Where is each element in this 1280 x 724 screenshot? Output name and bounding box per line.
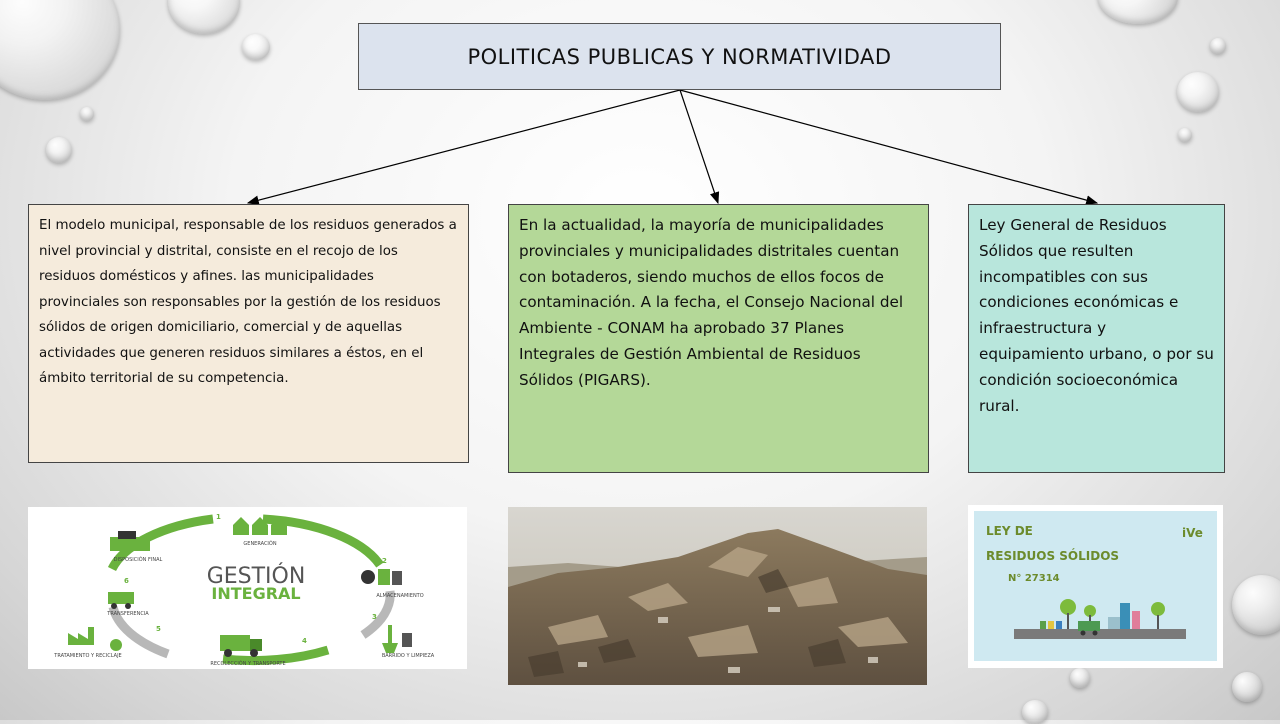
step-label: BARRIDO Y LIMPIEZA [381,653,435,659]
houses-icon [233,517,287,535]
text-box-left-content: El modelo municipal, responsable de los residuos generados a nivel provincial y distrital, consiste en el recojo de los residuos domésticos y afines. las municipalidades provinciales son responsables por la gestión de los residuos sólidos de origen domiciliario, comercial y de aquellas actividades que generen residuos similares a éstos, en el ámbito territorial de su competencia. [39,218,457,386]
text-box-right-content: Ley General de Residuos Sólidos que resulten incompatibles con sus condiciones económicas e infraestructura y equipamiento urbano, o por su condición socioeconómica rural. [979,216,1214,415]
arrow-to-left-box [248,90,680,203]
arrow-to-right-box [680,90,1097,203]
step-number: 3 [372,613,377,621]
step-number: 1 [216,513,221,521]
ley-residuos-image [968,505,1223,668]
gestion-title-line1: GESTIÓN [206,564,306,589]
recycle-bins-icon [1040,621,1062,629]
ley-number: N° 27314 [1008,573,1060,584]
ley-title-line2: RESIDUOS SÓLIDOS [986,549,1120,563]
text-box-middle [508,204,929,473]
step-number: 2 [382,557,387,565]
step-label: TRATAMIENTO Y RECICLAJE [54,653,122,659]
page-title: POLITICAS PUBLICAS Y NORMATIVIDAD [467,44,892,69]
step-label: ALMACENAMIENTO [376,593,424,599]
step-label: DISPOSICIÓN FINAL [113,557,163,563]
landfill-photo [508,507,927,685]
gestion-title-line2: INTEGRAL [211,584,301,603]
trash-bin-icon [361,569,402,585]
step-number: 5 [156,625,161,633]
title-box [358,23,1001,90]
step-label: RECOLECCIÓN Y TRANSPORTE [210,661,286,667]
text-box-middle-content: En la actualidad, la mayoría de municipalidades provinciales y municipalidades distritales cuentan con botaderos, siendo muchos de ellos focos de contaminación. A la fecha, el Consejo Nacional del Ambiente - CONAM ha aprobado 37 Planes Integrales de Gestión Ambiental de Residuos Sólidos (PIGARS). [519,216,904,389]
step-label: GENERACIÓN [243,541,277,547]
gestion-integral-image [28,507,467,669]
text-box-right [968,204,1225,473]
step-label: TRANSFERENCIA [107,611,149,617]
arrow-to-middle-box [680,90,718,203]
step-number: 4 [302,637,307,645]
ley-logo: iVe [1182,526,1203,540]
ley-title-line1: LEY DE [986,524,1033,538]
step-number: 6 [124,577,129,585]
text-box-left [28,204,469,463]
